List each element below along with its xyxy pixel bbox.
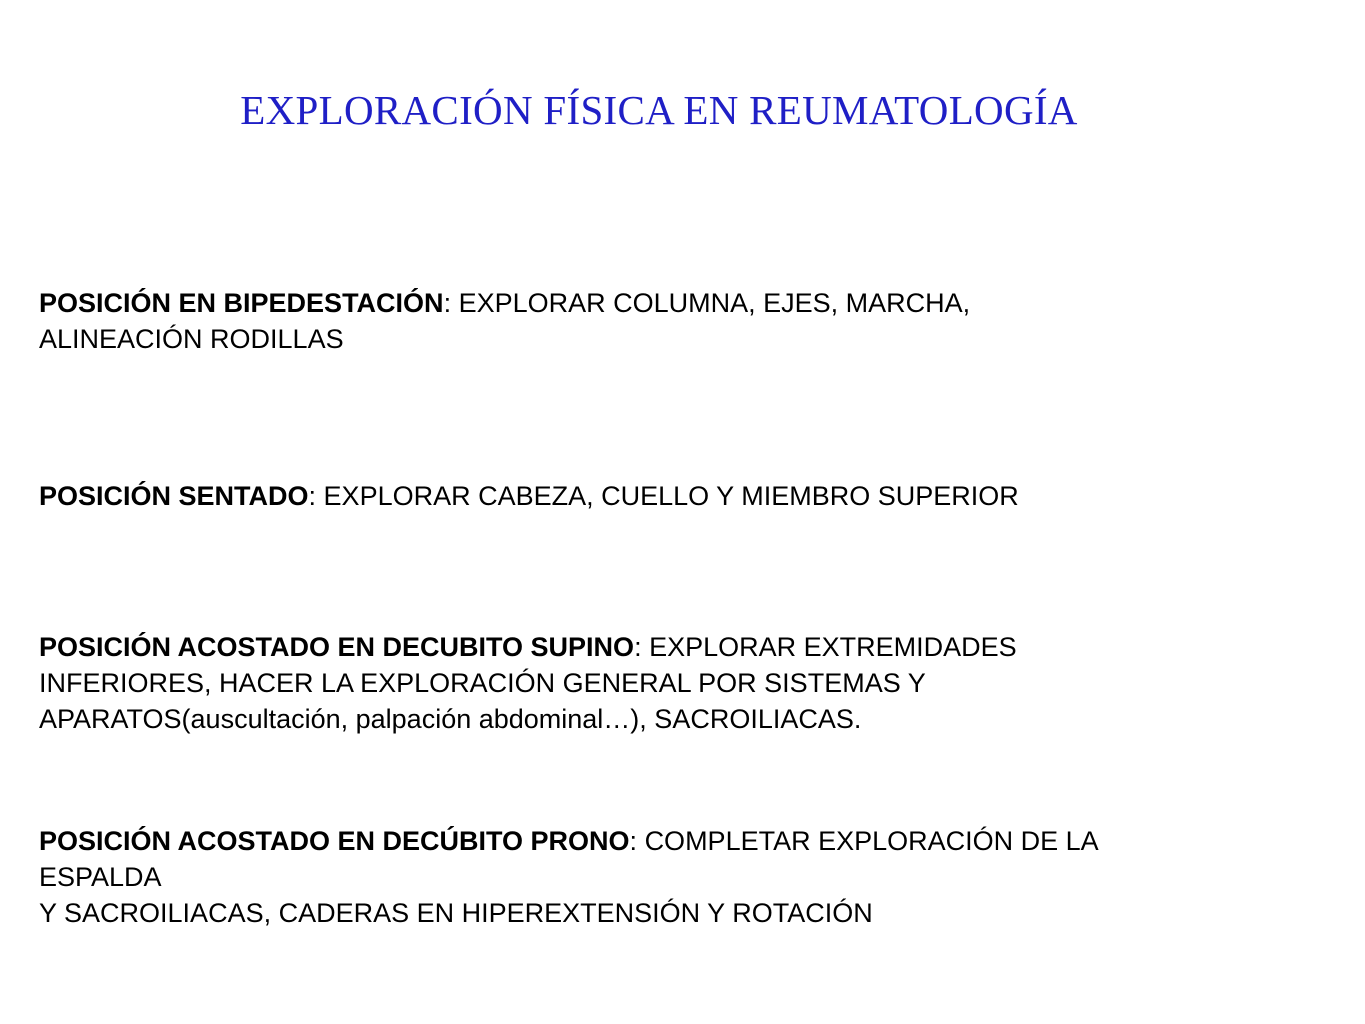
section-text: EXPLORAR EXTREMIDADES [649, 632, 1017, 662]
section-text: EXPLORAR CABEZA, CUELLO Y MIEMBRO SUPERIOR [323, 481, 1019, 511]
section-text: EXPLORAR COLUMNA, EJES, MARCHA, [458, 288, 971, 318]
section-separator: : [443, 288, 459, 318]
section-label: POSICIÓN ACOSTADO EN DECUBITO SUPINO [39, 632, 635, 662]
section-decubito-supino [39, 629, 1329, 737]
section-line [39, 629, 1329, 665]
section-separator: : [634, 632, 650, 662]
slide-title: EXPLORACIÓN FÍSICA EN REUMATOLOGÍA [240, 87, 1078, 133]
section-line [39, 823, 1329, 859]
section-label: POSICIÓN EN BIPEDESTACIÓN [39, 288, 444, 318]
section-line [39, 478, 1329, 514]
section-decubito-prono [39, 823, 1329, 931]
section-sentado [39, 478, 1329, 514]
section-separator: : [629, 826, 645, 856]
section-text: Y SACROILIACAS, CADERAS EN HIPEREXTENSIÓN Y ROTACIÓN [39, 898, 873, 928]
section-text: INFERIORES, HACER LA EXPLORACIÓN GENERAL POR SISTEMAS Y [39, 668, 926, 698]
section-text: ESPALDA [39, 862, 162, 892]
section-label: POSICIÓN SENTADO [39, 481, 309, 511]
section-line [39, 285, 1329, 321]
section-text: COMPLETAR EXPLORACIÓN DE LA [644, 826, 1099, 856]
section-label: POSICIÓN ACOSTADO EN DECÚBITO PRONO [39, 826, 630, 856]
section-separator: : [308, 481, 324, 511]
section-text: ALINEACIÓN RODILLAS [39, 324, 344, 354]
section-bipedestacion [39, 285, 1329, 357]
section-text: APARATOS(auscultación, palpación abdominal…), SACROILIACAS. [39, 704, 862, 734]
